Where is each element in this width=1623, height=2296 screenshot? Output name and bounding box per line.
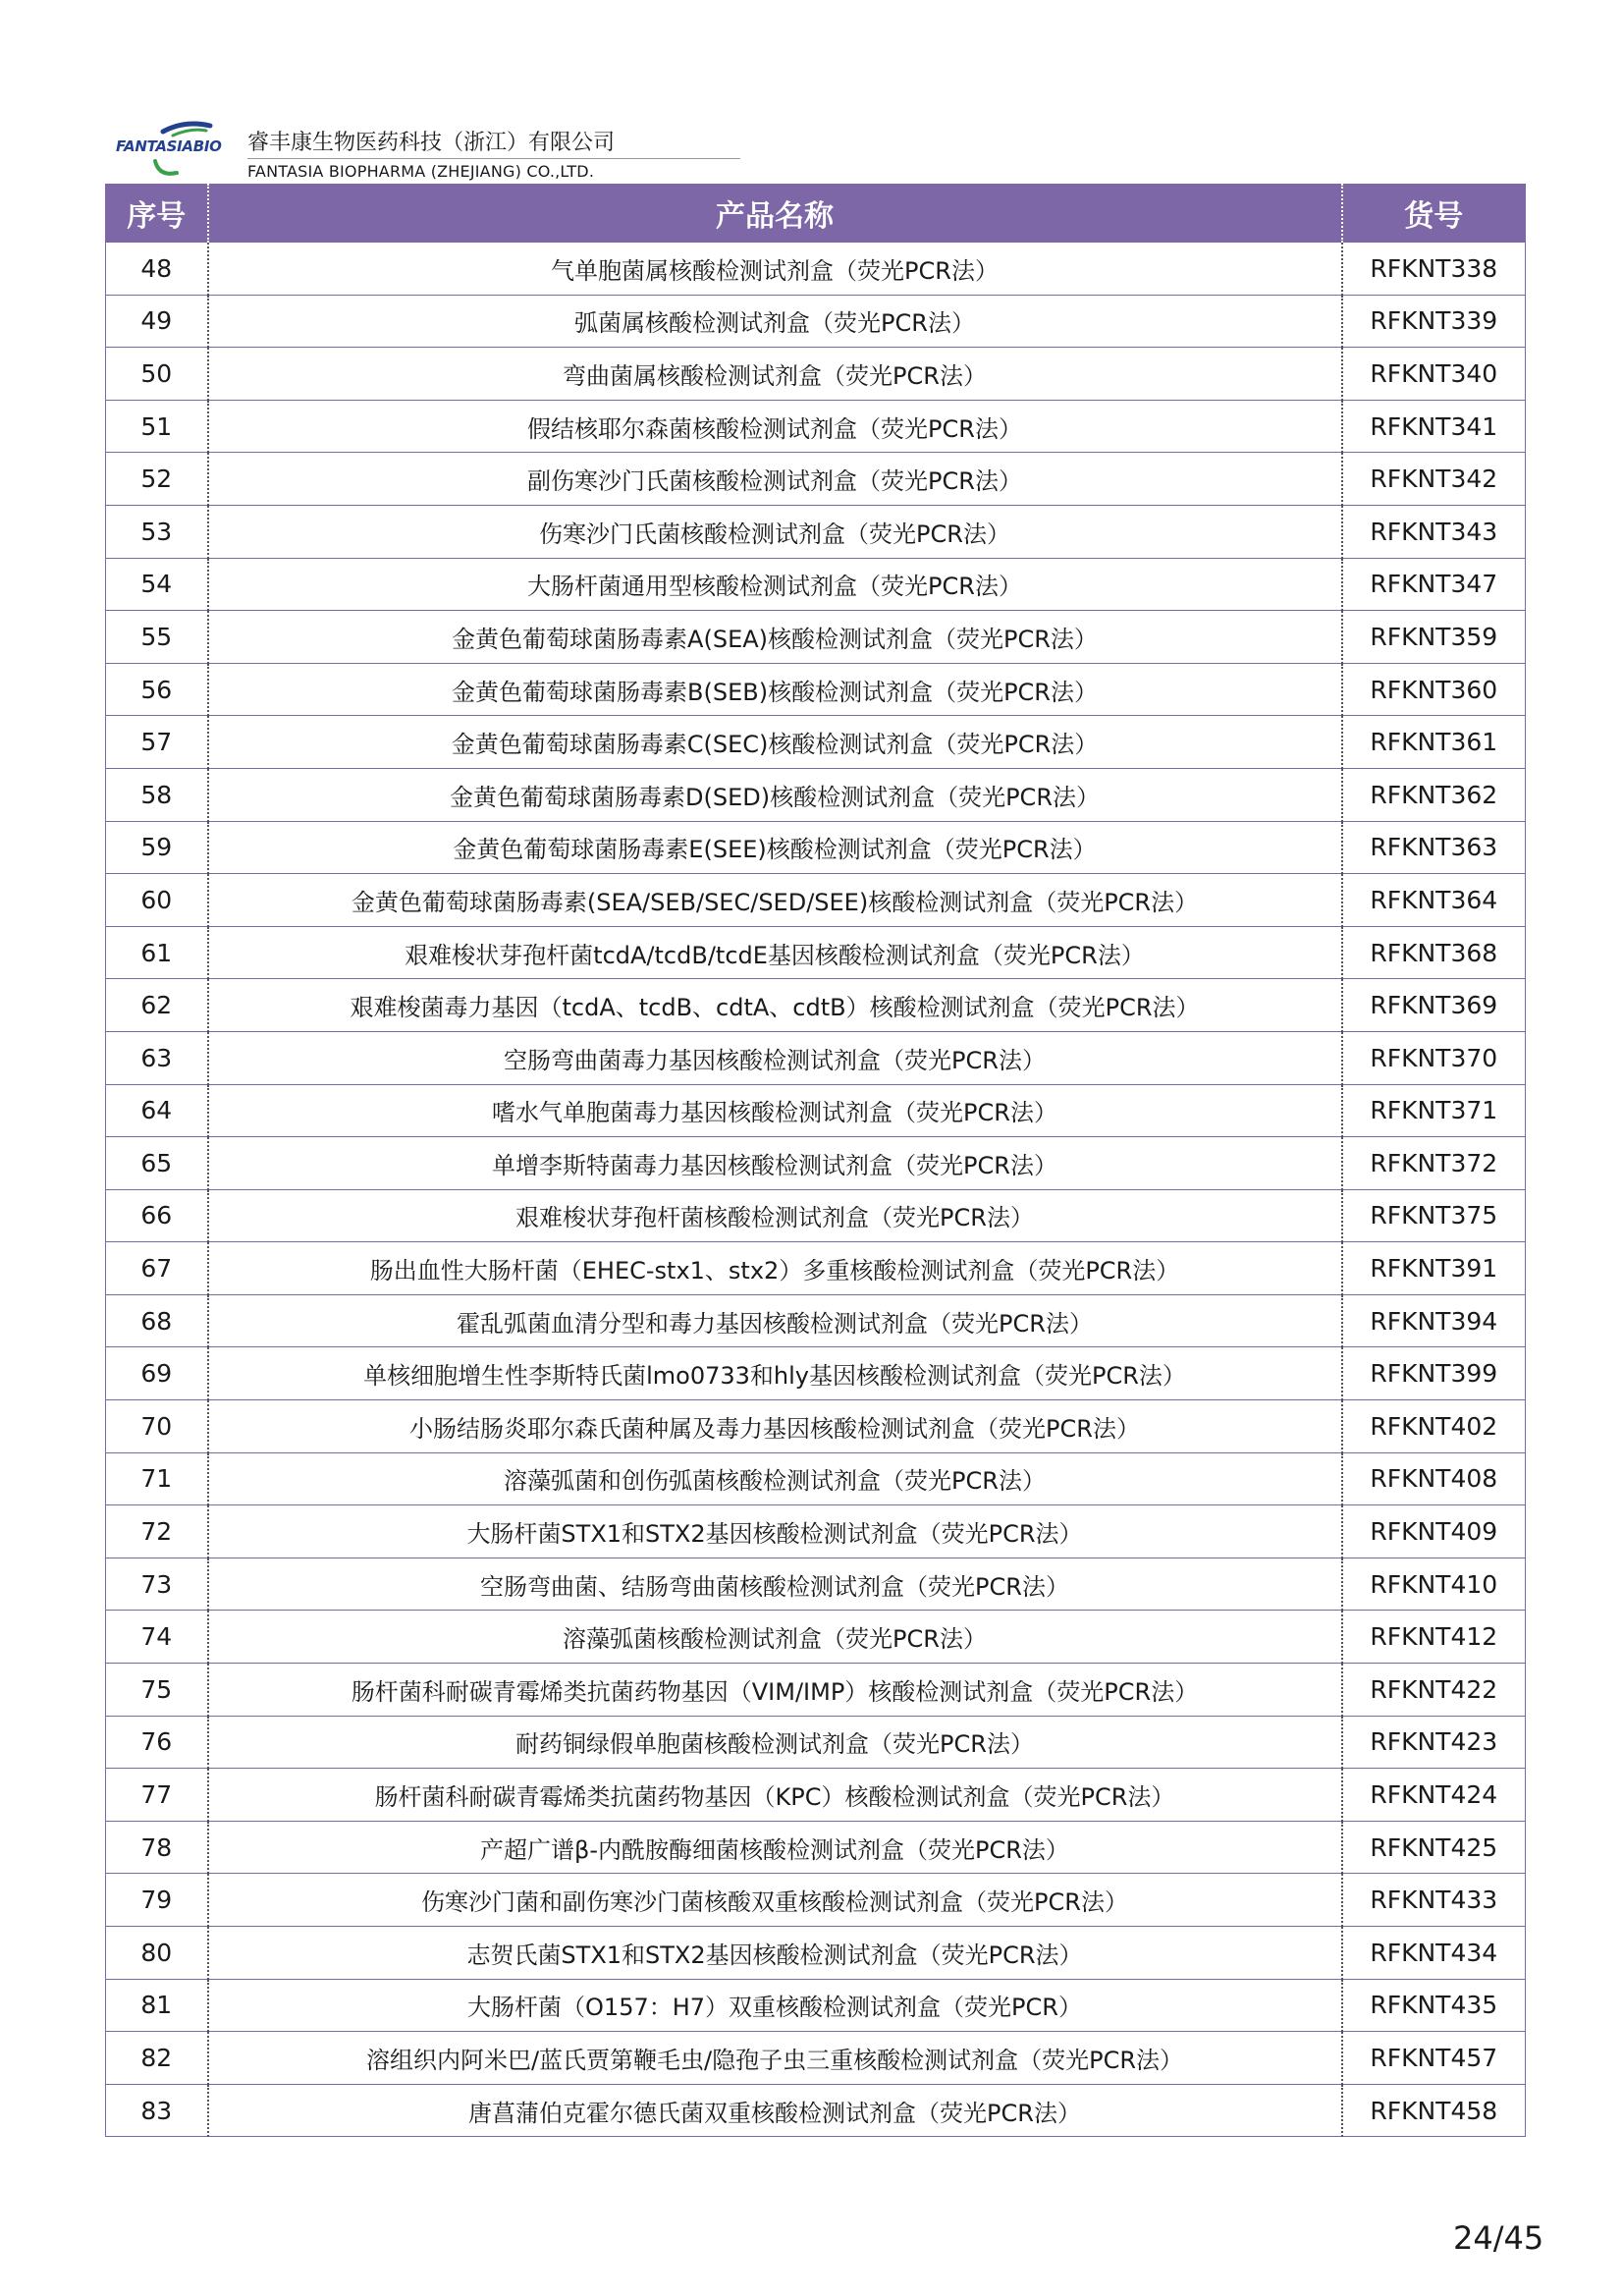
cell-product-name: 大肠杆菌（O157：H7）双重核酸检测试剂盒（荧光PCR） [208,1979,1342,2032]
table-row [106,1611,1526,1664]
cell-product-name: 溶藻弧菌核酸检测试剂盒（荧光PCR法） [208,1611,1342,1664]
table-body [106,243,1526,2137]
cell-product-name: 小肠结肠炎耶尔森氏菌种属及毒力基因核酸检测试剂盒（荧光PCR法） [208,1400,1342,1453]
product-table-container [105,184,1525,2137]
cell-product-code: RFKNT341 [1342,400,1526,453]
cell-product-code: RFKNT371 [1342,1084,1526,1137]
company-name-cn: 睿丰康生物医药科技（浙江）有限公司 [247,131,616,155]
cell-serial-no: 77 [106,1769,208,1822]
cell-serial-no: 79 [106,1874,208,1927]
cell-product-name: 单核细胞增生性李斯特氏菌lmo0733和hly基因核酸检测试剂盒（荧光PCR法） [208,1347,1342,1400]
table-row [106,1716,1526,1769]
cell-product-code: RFKNT375 [1342,1189,1526,1242]
cell-product-code: RFKNT435 [1342,1979,1526,2032]
cell-product-name: 金黄色葡萄球菌肠毒素(SEA/SEB/SEC/SED/SEE)核酸检测试剂盒（荧光PCR法） [208,874,1342,927]
cell-product-name: 金黄色葡萄球菌肠毒素B(SEB)核酸检测试剂盒（荧光PCR法） [208,663,1342,716]
table-row [106,1084,1526,1137]
cell-serial-no: 51 [106,400,208,453]
table-row [106,1664,1526,1717]
cell-product-name: 空肠弯曲菌毒力基因核酸检测试剂盒（荧光PCR法） [208,1031,1342,1084]
cell-serial-no: 67 [106,1242,208,1295]
table-row [106,611,1526,664]
cell-product-name: 溶组织内阿米巴/蓝氏贾第鞭毛虫/隐孢子虫三重核酸检测试剂盒（荧光PCR法） [208,2032,1342,2085]
cell-product-name: 弯曲菌属核酸检测试剂盒（荧光PCR法） [208,348,1342,401]
cell-serial-no: 52 [106,453,208,506]
cell-product-code: RFKNT424 [1342,1769,1526,1822]
cell-serial-no: 57 [106,716,208,769]
cell-product-code: RFKNT408 [1342,1452,1526,1505]
cell-serial-no: 65 [106,1137,208,1190]
table-row [106,926,1526,979]
table-row [106,1400,1526,1453]
cell-product-code: RFKNT422 [1342,1664,1526,1717]
cell-product-code: RFKNT433 [1342,1874,1526,1927]
table-row [106,1821,1526,1874]
cell-serial-no: 72 [106,1505,208,1558]
header-product-name: 产品名称 [208,184,1342,243]
table-row [106,1137,1526,1190]
cell-product-code: RFKNT391 [1342,1242,1526,1295]
cell-product-name: 大肠杆菌STX1和STX2基因核酸检测试剂盒（荧光PCR法） [208,1505,1342,1558]
cell-product-name: 艰难梭菌毒力基因（tcdA、tcdB、cdtA、cdtB）核酸检测试剂盒（荧光PCR法） [208,979,1342,1032]
table-row [106,1294,1526,1347]
cell-product-code: RFKNT360 [1342,663,1526,716]
table-row [106,663,1526,716]
cell-serial-no: 56 [106,663,208,716]
cell-product-code: RFKNT394 [1342,1294,1526,1347]
table-row [106,1347,1526,1400]
cell-product-name: 肠出血性大肠杆菌（EHEC-stx1、stx2）多重核酸检测试剂盒（荧光PCR法） [208,1242,1342,1295]
header-product-code: 货号 [1342,184,1526,243]
cell-serial-no: 71 [106,1452,208,1505]
cell-product-name: 嗜水气单胞菌毒力基因核酸检测试剂盒（荧光PCR法） [208,1084,1342,1137]
table-row [106,505,1526,558]
cell-serial-no: 61 [106,926,208,979]
cell-product-name: 金黄色葡萄球菌肠毒素D(SED)核酸检测试剂盒（荧光PCR法） [208,768,1342,821]
cell-product-code: RFKNT361 [1342,716,1526,769]
company-header [116,118,626,183]
cell-product-name: 唐菖蒲伯克霍尔德氏菌双重核酸检测试剂盒（荧光PCR法） [208,2084,1342,2137]
cell-product-name: 假结核耶尔森菌核酸检测试剂盒（荧光PCR法） [208,400,1342,453]
cell-product-name: 伤寒沙门菌和副伤寒沙门菌核酸双重核酸检测试剂盒（荧光PCR法） [208,1874,1342,1927]
cell-product-code: RFKNT410 [1342,1558,1526,1611]
cell-serial-no: 54 [106,558,208,611]
table-row [106,821,1526,874]
cell-product-name: 肠杆菌科耐碳青霉烯类抗菌药物基因（VIM/IMP）核酸检测试剂盒（荧光PCR法） [208,1664,1342,1717]
table-row [106,453,1526,506]
cell-serial-no: 73 [106,1558,208,1611]
cell-product-code: RFKNT339 [1342,295,1526,348]
cell-serial-no: 60 [106,874,208,927]
cell-product-code: RFKNT364 [1342,874,1526,927]
cell-product-name: 金黄色葡萄球菌肠毒素A(SEA)核酸检测试剂盒（荧光PCR法） [208,611,1342,664]
cell-product-name: 产超广谱β-内酰胺酶细菌核酸检测试剂盒（荧光PCR法） [208,1821,1342,1874]
cell-serial-no: 50 [106,348,208,401]
cell-product-name: 艰难梭状芽孢杆菌核酸检测试剂盒（荧光PCR法） [208,1189,1342,1242]
table-row [106,716,1526,769]
cell-product-code: RFKNT372 [1342,1137,1526,1190]
cell-product-name: 金黄色葡萄球菌肠毒素E(SEE)核酸检测试剂盒（荧光PCR法） [208,821,1342,874]
cell-product-name: 肠杆菌科耐碳青霉烯类抗菌药物基因（KPC）核酸检测试剂盒（荧光PCR法） [208,1769,1342,1822]
table-row [106,768,1526,821]
cell-product-code: RFKNT368 [1342,926,1526,979]
cell-product-code: RFKNT457 [1342,2032,1526,2085]
table-row [106,1558,1526,1611]
cell-product-name: 气单胞菌属核酸检测试剂盒（荧光PCR法） [208,243,1342,295]
cell-product-code: RFKNT343 [1342,505,1526,558]
logo-text: FANTASIABIO [116,137,222,155]
cell-product-name: 金黄色葡萄球菌肠毒素C(SEC)核酸检测试剂盒（荧光PCR法） [208,716,1342,769]
cell-product-code: RFKNT409 [1342,1505,1526,1558]
cell-serial-no: 80 [106,1927,208,1980]
cell-product-code: RFKNT340 [1342,348,1526,401]
cell-product-code: RFKNT402 [1342,1400,1526,1453]
cell-serial-no: 78 [106,1821,208,1874]
table-row [106,1452,1526,1505]
company-logo [116,118,238,183]
table-row [106,1505,1526,1558]
cell-product-name: 伤寒沙门氏菌核酸检测试剂盒（荧光PCR法） [208,505,1342,558]
table-row [106,348,1526,401]
cell-product-code: RFKNT425 [1342,1821,1526,1874]
cell-product-code: RFKNT423 [1342,1716,1526,1769]
cell-serial-no: 83 [106,2084,208,2137]
cell-product-name: 副伤寒沙门氏菌核酸检测试剂盒（荧光PCR法） [208,453,1342,506]
cell-product-code: RFKNT347 [1342,558,1526,611]
cell-product-code: RFKNT399 [1342,1347,1526,1400]
cell-product-name: 单增李斯特菌毒力基因核酸检测试剂盒（荧光PCR法） [208,1137,1342,1190]
table-row [106,1927,1526,1980]
table-row [106,979,1526,1032]
cell-product-code: RFKNT362 [1342,768,1526,821]
cell-product-name: 弧菌属核酸检测试剂盒（荧光PCR法） [208,295,1342,348]
cell-product-name: 耐药铜绿假单胞菌核酸检测试剂盒（荧光PCR法） [208,1716,1342,1769]
cell-product-name: 大肠杆菌通用型核酸检测试剂盒（荧光PCR法） [208,558,1342,611]
cell-product-name: 艰难梭状芽孢杆菌tcdA/tcdB/tcdE基因核酸检测试剂盒（荧光PCR法） [208,926,1342,979]
page-number: 24/45 [1453,2219,1544,2257]
cell-serial-no: 64 [106,1084,208,1137]
cell-serial-no: 53 [106,505,208,558]
cell-product-code: RFKNT458 [1342,2084,1526,2137]
cell-product-name: 志贺氏菌STX1和STX2基因核酸检测试剂盒（荧光PCR法） [208,1927,1342,1980]
table-row [106,874,1526,927]
table-row [106,1242,1526,1295]
cell-product-name: 空肠弯曲菌、结肠弯曲菌核酸检测试剂盒（荧光PCR法） [208,1558,1342,1611]
cell-product-code: RFKNT434 [1342,1927,1526,1980]
cell-serial-no: 63 [106,1031,208,1084]
header-divider [247,158,740,159]
cell-serial-no: 49 [106,295,208,348]
cell-serial-no: 82 [106,2032,208,2085]
cell-serial-no: 66 [106,1189,208,1242]
cell-product-code: RFKNT369 [1342,979,1526,1032]
cell-product-name: 霍乱弧菌血清分型和毒力基因核酸检测试剂盒（荧光PCR法） [208,1294,1342,1347]
cell-serial-no: 58 [106,768,208,821]
cell-product-code: RFKNT370 [1342,1031,1526,1084]
table-row [106,2084,1526,2137]
table-row [106,558,1526,611]
cell-serial-no: 48 [106,243,208,295]
table-header-row [106,184,1526,243]
cell-serial-no: 74 [106,1611,208,1664]
cell-serial-no: 68 [106,1294,208,1347]
cell-serial-no: 62 [106,979,208,1032]
cell-product-code: RFKNT359 [1342,611,1526,664]
company-name-en: FANTASIA BIOPHARMA (ZHEJIANG) CO.,LTD. [247,162,595,181]
cell-serial-no: 81 [106,1979,208,2032]
cell-serial-no: 70 [106,1400,208,1453]
cell-product-code: RFKNT412 [1342,1611,1526,1664]
header-serial-no: 序号 [106,184,208,243]
product-table [105,184,1526,2137]
table-row [106,1031,1526,1084]
cell-product-code: RFKNT363 [1342,821,1526,874]
cell-product-code: RFKNT338 [1342,243,1526,295]
cell-product-code: RFKNT342 [1342,453,1526,506]
table-row [106,243,1526,295]
table-row [106,1189,1526,1242]
cell-serial-no: 69 [106,1347,208,1400]
table-row [106,400,1526,453]
cell-serial-no: 76 [106,1716,208,1769]
table-row [106,2032,1526,2085]
cell-serial-no: 59 [106,821,208,874]
table-row [106,1979,1526,2032]
table-row [106,295,1526,348]
cell-serial-no: 75 [106,1664,208,1717]
cell-product-name: 溶藻弧菌和创伤弧菌核酸检测试剂盒（荧光PCR法） [208,1452,1342,1505]
table-row [106,1769,1526,1822]
cell-serial-no: 55 [106,611,208,664]
table-row [106,1874,1526,1927]
